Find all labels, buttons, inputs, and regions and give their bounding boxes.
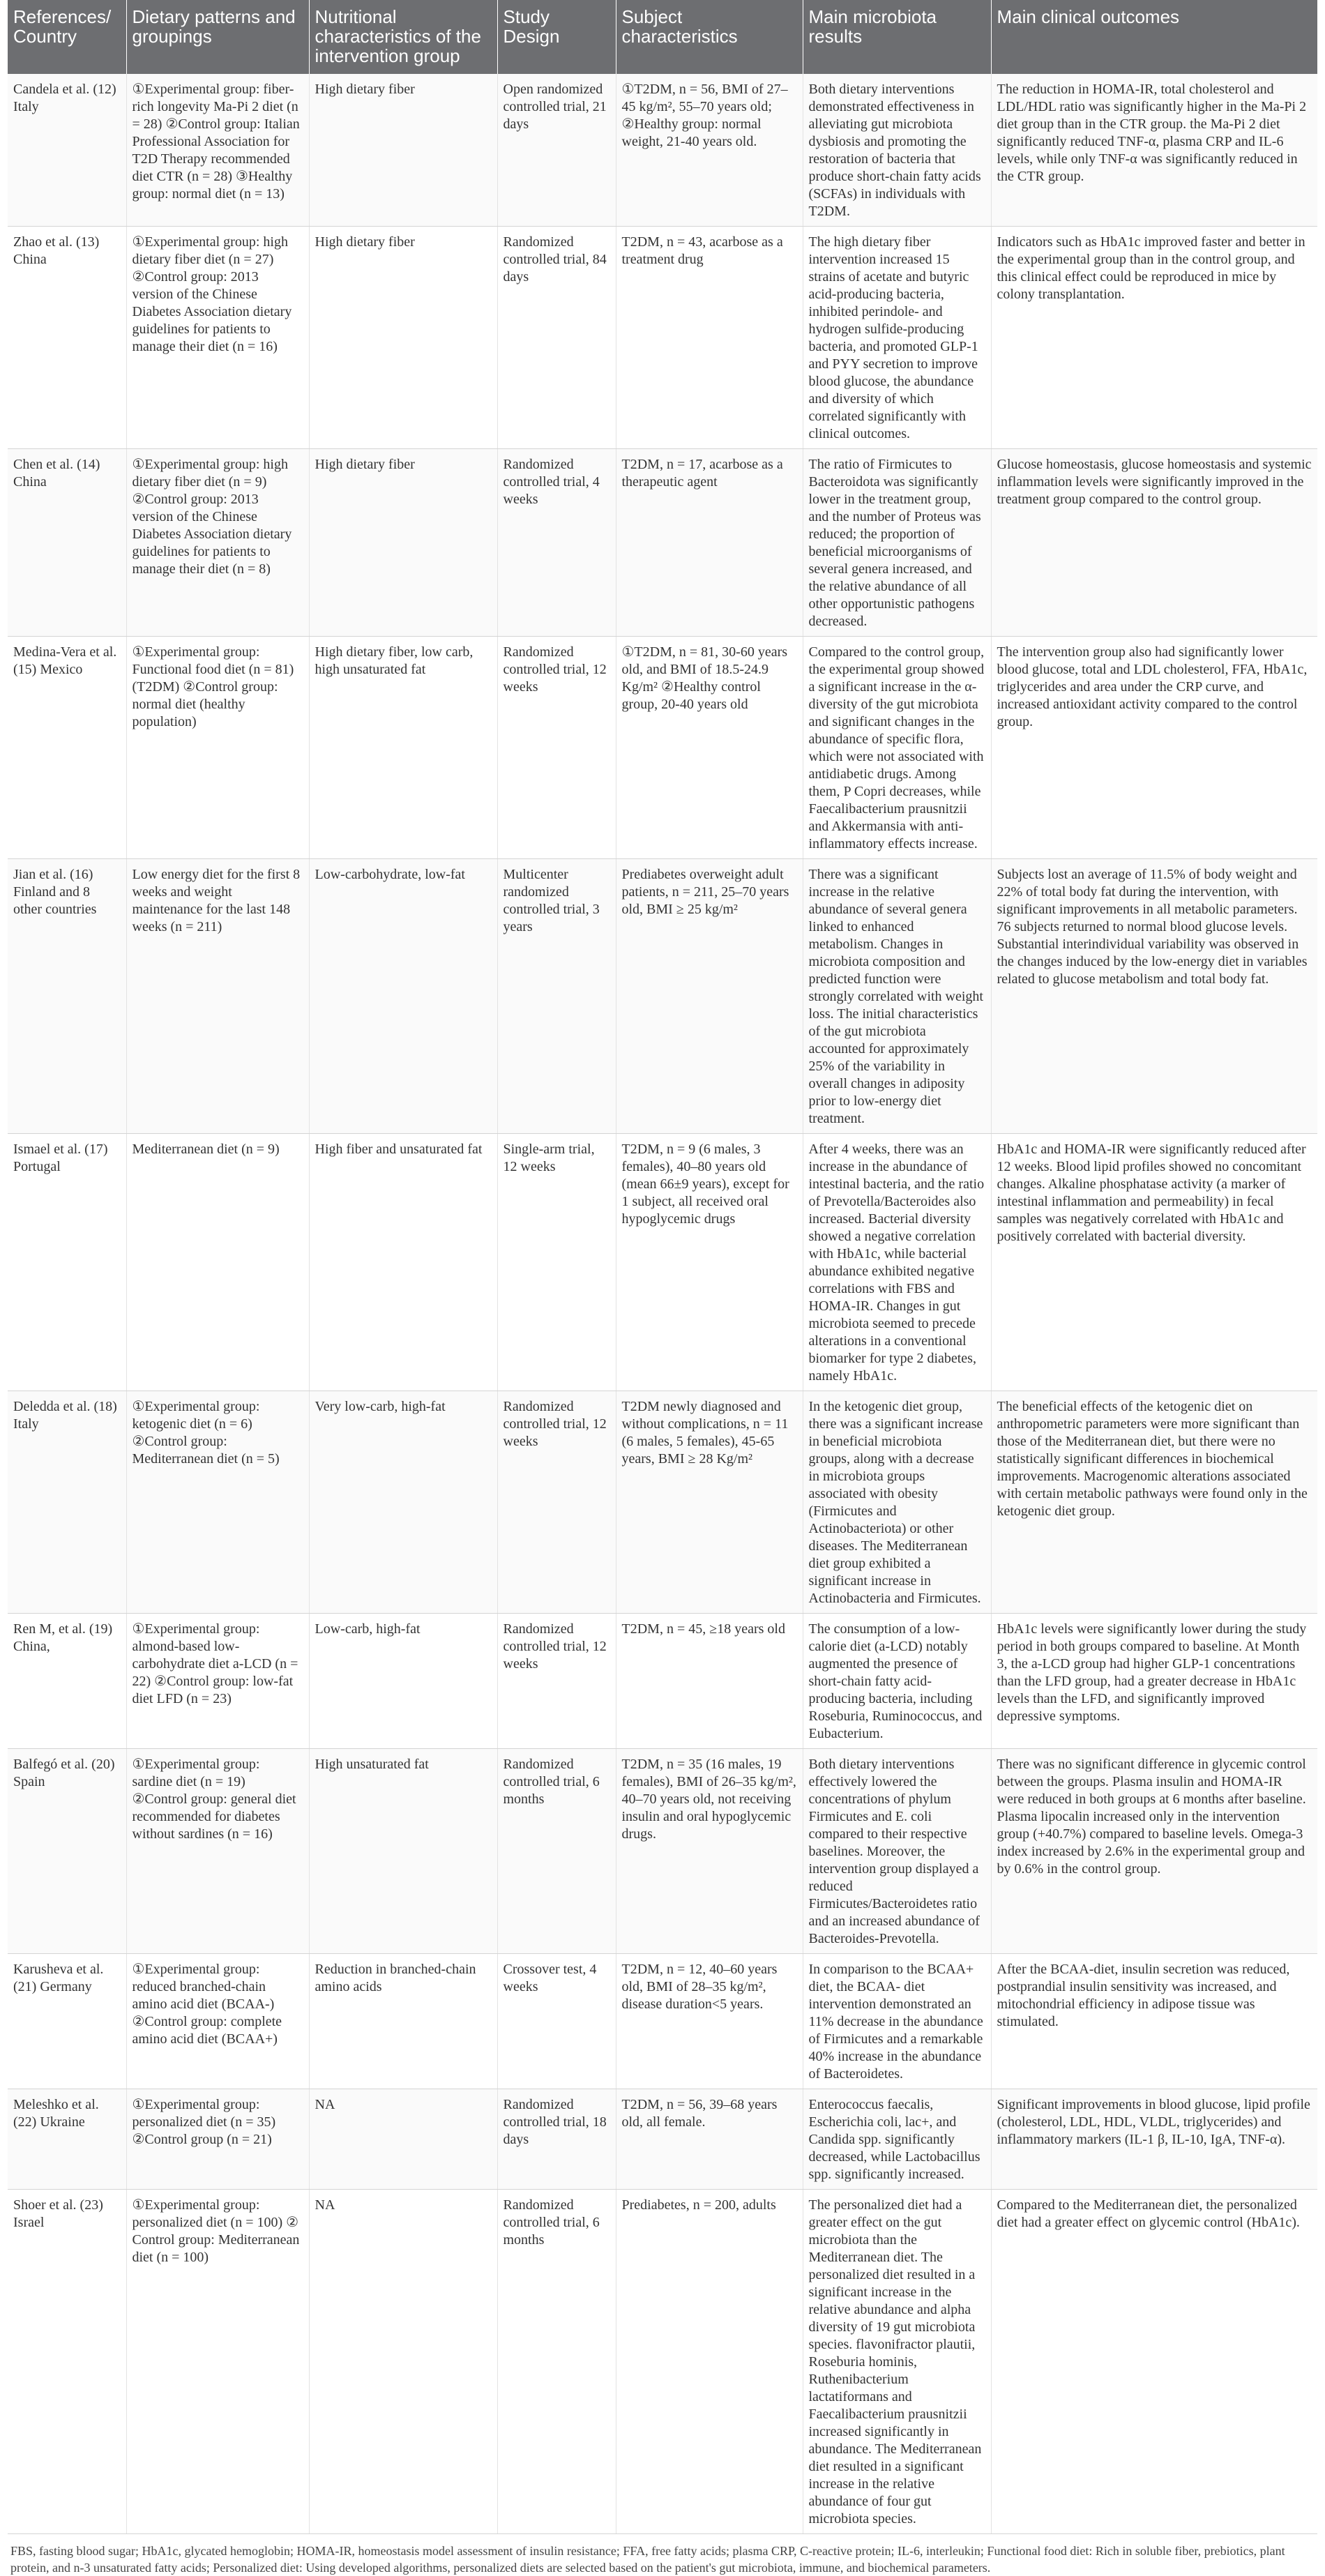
table-cell: T2DM, n = 43, acarbose as a treatment drug: [616, 227, 803, 449]
table-cell: Prediabetes overweight adult patients, n = 211, 25–70 years old, BMI ≥ 25 kg/m²: [616, 859, 803, 1134]
table-cell: Crossover test, 4 weeks: [497, 1954, 616, 2089]
table-cell: Candela et al. (12) Italy: [8, 74, 126, 227]
table-cell: Compared to the control group, the experimental group showed a significant increase in the α-diversity of the gut microbiota and significant changes in the abundance of specific flora, which were not associated with antidiabetic drugs. Among them, P Copri decreases, while Faecalibacterium prausnitzii and Akkermansia with anti-inflammatory effects increase.: [803, 637, 991, 859]
table-cell: ①Experimental group: fiber-rich longevity Ma-Pi 2 diet (n = 28) ②Control group: Italian Professional Association for T2D Therapy recommended diet CTR (n = 28) ③Healthy group: normal diet (n = 13): [126, 74, 309, 227]
header-row: [8, 0, 1317, 74]
table-cell: High dietary fiber, low carb, high unsaturated fat: [309, 637, 497, 859]
table-cell: In comparison to the BCAA+ diet, the BCAA- diet intervention demonstrated an 11% decrease in the abundance of Firmicutes and a remarkable 40% increase in the abundance of Bacteroidetes.: [803, 1954, 991, 2089]
table-row: [8, 1134, 1317, 1391]
table-row: [8, 2089, 1317, 2190]
table-cell: Prediabetes, n = 200, adults: [616, 2190, 803, 2534]
table-cell: ①Experimental group: reduced branched-chain amino acid diet (BCAA-) ②Control group: complete amino acid diet (BCAA+): [126, 1954, 309, 2089]
header-references: References/ Country: [8, 0, 126, 74]
header-nutritional-characteristics: Nutritional characteristics of the intervention group: [309, 0, 497, 74]
table-cell: Low-carbohydrate, low-fat: [309, 859, 497, 1134]
table-cell: T2DM newly diagnosed and without complications, n = 11 (6 males, 5 females), 45-65 years, BMI ≥ 28 Kg/m²: [616, 1391, 803, 1614]
table-cell: Indicators such as HbA1c improved faster and better in the experimental group than in the control group, and this clinical effect could be reproduced in mice by colony transplantation.: [991, 227, 1317, 449]
table-cell: Randomized controlled trial, 12 weeks: [497, 1391, 616, 1614]
table-cell: Randomized controlled trial, 12 weeks: [497, 1614, 616, 1749]
table-cell: ①Experimental group: almond-based low-carbohydrate diet a-LCD (n = 22) ②Control group: low-fat diet LFD (n = 23): [126, 1614, 309, 1749]
table-cell: T2DM, n = 9 (6 males, 3 females), 40–80 years old (mean 66±9 years), except for 1 subject, all received oral hypoglycemic drugs: [616, 1134, 803, 1391]
table-cell: Compared to the Mediterranean diet, the personalized diet had a greater effect on glycemic control (HbA1c).: [991, 2190, 1317, 2534]
table-cell: There was no significant difference in glycemic control between the groups. Plasma insulin and HOMA-IR were reduced in both groups at 6 months after baseline. Plasma lipocalin increased only in the intervention group (+40.7%) compared to baseline levels. Omega-3 index increased by 2.6% in the experimental group and by 0.6% in the control group.: [991, 1749, 1317, 1954]
header-dietary-patterns: Dietary patterns and groupings: [126, 0, 309, 74]
table-header: [8, 0, 1317, 74]
study-table-container: [8, 0, 1317, 2576]
table-cell: The reduction in HOMA-IR, total cholesterol and LDL/HDL ratio was significantly higher in the Ma-Pi 2 diet group than in the CTR group. the Ma-Pi 2 diet significantly reduced TNF-α, plasma CRP and IL-6 levels, while only TNF-α was significantly reduced in the CTR group.: [991, 74, 1317, 227]
table-cell: Enterococcus faecalis, Escherichia coli, lac+, and Candida spp. significantly decreased, while Lactobacillus spp. significantly increased.: [803, 2089, 991, 2190]
table-cell: Ren M, et al. (19) China,: [8, 1614, 126, 1749]
table-cell: After the BCAA-diet, insulin secretion was reduced, postprandial insulin sensitivity was increased, and mitochondrial efficiency in adipose tissue was stimulated.: [991, 1954, 1317, 2089]
table-cell: Very low-carb, high-fat: [309, 1391, 497, 1614]
table-cell: Multicenter randomized controlled trial, 3 years: [497, 859, 616, 1134]
table-cell: NA: [309, 2089, 497, 2190]
table-cell: The intervention group also had significantly lower blood glucose, total and LDL cholesterol, FFA, HbA1c, triglycerides and area under the CRP curve, and increased antioxidant activity compared to the control group.: [991, 637, 1317, 859]
table-row: [8, 449, 1317, 637]
table-cell: High dietary fiber: [309, 449, 497, 637]
table-cell: Randomized controlled trial, 84 days: [497, 227, 616, 449]
table-cell: Randomized controlled trial, 6 months: [497, 2190, 616, 2534]
table-cell: ①Experimental group: personalized diet (n = 35) ②Control group (n = 21): [126, 2089, 309, 2190]
table-cell: In the ketogenic diet group, there was a significant increase in beneficial microbiota groups, along with a decrease in microbiota groups associated with obesity (Firmicutes and Actinobacteriota) or other diseases. The Mediterranean diet group exhibited a significant increase in Actinobacteria and Firmicutes.: [803, 1391, 991, 1614]
table-cell: T2DM, n = 56, 39–68 years old, all female.: [616, 2089, 803, 2190]
table-cell: High dietary fiber: [309, 74, 497, 227]
study-table: [8, 0, 1317, 2534]
table-cell: Balfegó et al. (20) Spain: [8, 1749, 126, 1954]
table-cell: Deledda et al. (18) Italy: [8, 1391, 126, 1614]
table-cell: ①T2DM, n = 56, BMI of 27–45 kg/m², 55–70 years old; ②Healthy group: normal weight, 21-40 years old.: [616, 74, 803, 227]
table-cell: High unsaturated fat: [309, 1749, 497, 1954]
table-row: [8, 1614, 1317, 1749]
table-cell: ①Experimental group: personalized diet (n = 100) ② Control group: Mediterranean diet (n = 100): [126, 2190, 309, 2534]
header-study-design: Study Design: [497, 0, 616, 74]
table-cell: Randomized controlled trial, 4 weeks: [497, 449, 616, 637]
table-cell: The consumption of a low-calorie diet (a-LCD) notably augmented the presence of short-chain fatty acid-producing bacteria, including Roseburia, Ruminococcus, and Eubacterium.: [803, 1614, 991, 1749]
table-cell: Low-carb, high-fat: [309, 1614, 497, 1749]
table-body: [8, 74, 1317, 2534]
table-cell: HbA1c levels were significantly lower during the study period in both groups compared to baseline. At Month 3, the a-LCD group had higher GLP-1 concentrations than the LFD group, had a greater decrease in HbA1c levels than the LFD, and significantly improved depressive symptoms.: [991, 1614, 1317, 1749]
table-cell: Low energy diet for the first 8 weeks and weight maintenance for the last 148 weeks (n = 211): [126, 859, 309, 1134]
table-cell: Single-arm trial, 12 weeks: [497, 1134, 616, 1391]
table-row: [8, 2190, 1317, 2534]
table-footnote: FBS, fasting blood sugar; HbA1c, glycated hemoglobin; HOMA-IR, homeostasis model assessment of insulin resistance; FFA, free fatty acids; plasma CRP, C-reactive protein; IL-6, interleukin; Functional food diet: Rich in soluble fiber, prebiotics, plant protein, and n-3 unsaturated fatty acids; Personalized diet: Using developed algorithms, personalized diets are selected based on the patient's gut microbiota, immune, and biochemical parameters.: [10, 2544, 1285, 2575]
table-cell: T2DM, n = 35 (16 males, 19 females), BMI of 26–35 kg/m², 40–70 years old, not receiving insulin and oral hypoglycemic drugs.: [616, 1749, 803, 1954]
table-row: [8, 859, 1317, 1134]
table-cell: ①Experimental group: sardine diet (n = 19) ②Control group: general diet recommended for diabetes without sardines (n = 16): [126, 1749, 309, 1954]
table-cell: Zhao et al. (13) China: [8, 227, 126, 449]
table-cell: The ratio of Firmicutes to Bacteroidota was significantly lower in the treatment group, and the number of Proteus was reduced; the proportion of beneficial microorganisms of several genera increased, and the relative abundance of all other opportunistic pathogens decreased.: [803, 449, 991, 637]
table-cell: After 4 weeks, there was an increase in the abundance of intestinal bacteria, and the ratio of Prevotella/Bacteroides also increased. Bacterial diversity showed a negative correlation with HbA1c, while bacterial abundance exhibited negative correlations with FBS and HOMA-IR. Changes in gut microbiota seemed to precede alterations in a conventional biomarker for type 2 diabetes, namely HbA1c.: [803, 1134, 991, 1391]
table-cell: Ismael et al. (17) Portugal: [8, 1134, 126, 1391]
table-cell: ①Experimental group: high dietary fiber diet (n = 9) ②Control group: 2013 version of the Chinese Diabetes Association dietary guidelines for patients to manage their diet (n = 8): [126, 449, 309, 637]
table-cell: Randomized controlled trial, 18 days: [497, 2089, 616, 2190]
table-row: [8, 74, 1317, 227]
table-row: [8, 1391, 1317, 1614]
table-cell: T2DM, n = 17, acarbose as a therapeutic agent: [616, 449, 803, 637]
table-cell: Both dietary interventions demonstrated effectiveness in alleviating gut microbiota dysbiosis and promoting the restoration of bacteria that produce short-chain fatty acids (SCFAs) in individuals with T2DM.: [803, 74, 991, 227]
table-cell: Karusheva et al. (21) Germany: [8, 1954, 126, 2089]
table-cell: High dietary fiber: [309, 227, 497, 449]
table-cell: Jian et al. (16) Finland and 8 other countries: [8, 859, 126, 1134]
table-cell: Shoer et al. (23) Israel: [8, 2190, 126, 2534]
table-row: [8, 637, 1317, 859]
table-cell: ①Experimental group: Functional food diet (n = 81) (T2DM) ②Control group: normal diet (healthy population): [126, 637, 309, 859]
table-cell: Medina-Vera et al. (15) Mexico: [8, 637, 126, 859]
table-row: [8, 227, 1317, 449]
table-cell: Mediterranean diet (n = 9): [126, 1134, 309, 1391]
table-cell: There was a significant increase in the relative abundance of several genera linked to enhanced metabolism. Changes in microbiota composition and predicted function were strongly correlated with weight loss. The initial characteristics of the gut microbiota accounted for approximately 25% of the variability in overall changes in adiposity prior to low-energy diet treatment.: [803, 859, 991, 1134]
table-cell: ①Experimental group: high dietary fiber diet (n = 27) ②Control group: 2013 version of the Chinese Diabetes Association dietary guidelines for patients to manage their diet (n = 16): [126, 227, 309, 449]
header-clinical-outcomes: Main clinical outcomes: [991, 0, 1317, 74]
table-row: [8, 1954, 1317, 2089]
table-cell: Open randomized controlled trial, 21 days: [497, 74, 616, 227]
table-cell: NA: [309, 2190, 497, 2534]
header-subject-characteristics: Subject characteristics: [616, 0, 803, 74]
table-cell: ①T2DM, n = 81, 30-60 years old, and BMI of 18.5-24.9 Kg/m² ②Healthy control group, 20-40 years old: [616, 637, 803, 859]
table-cell: Both dietary interventions effectively lowered the concentrations of phylum Firmicutes and E. coli compared to their respective baselines. Moreover, the intervention group displayed a reduced Firmicutes/Bacteroidetes ratio and an increased abundance of Bacteroides-Prevotella.: [803, 1749, 991, 1954]
table-cell: Subjects lost an average of 11.5% of body weight and 22% of total body fat during the intervention, with significant improvements in all metabolic parameters. 76 subjects returned to normal blood glucose levels. Substantial interindividual variability was observed in the changes induced by the low-energy diet in variables related to glucose metabolism and total body fat.: [991, 859, 1317, 1134]
table-cell: The personalized diet had a greater effect on the gut microbiota than the Mediterranean diet. The personalized diet resulted in a significant increase in the relative abundance and alpha diversity of 19 gut microbiota species. flavonifractor plautii, Roseburia hominis, Ruthenibacterium lactatiformans and Faecalibacterium prausnitzii increased significantly in abundance. The Mediterranean diet resulted in a significant increase in the relative abundance of four gut microbiota species.: [803, 2190, 991, 2534]
table-cell: Reduction in branched-chain amino acids: [309, 1954, 497, 2089]
table-cell: The high dietary fiber intervention increased 15 strains of acetate and butyric acid-producing bacteria, inhibited perindole- and hydrogen sulfide-producing bacteria, and promoted GLP-1 and PYY secretion to improve blood glucose, the abundance and diversity of which correlated significantly with clinical outcomes.: [803, 227, 991, 449]
table-row: [8, 1749, 1317, 1954]
table-cell: T2DM, n = 45, ≥18 years old: [616, 1614, 803, 1749]
table-cell: HbA1c and HOMA-IR were significantly reduced after 12 weeks. Blood lipid profiles showed no concomitant changes. Alkaline phosphatase activity (a marker of intestinal inflammation and permeability) in fecal samples was negatively correlated with HbA1c and positively correlated with bacterial diversity.: [991, 1134, 1317, 1391]
table-cell: Randomized controlled trial, 12 weeks: [497, 637, 616, 859]
table-cell: The beneficial effects of the ketogenic diet on anthropometric parameters were more significant than those of the Mediterranean diet, but there were no statistically significant differences in biochemical improvements. Macrogenomic alterations associated with certain metabolic pathways were found only in the ketogenic diet group.: [991, 1391, 1317, 1614]
table-cell: Chen et al. (14) China: [8, 449, 126, 637]
table-cell: Randomized controlled trial, 6 months: [497, 1749, 616, 1954]
table-cell: Meleshko et al. (22) Ukraine: [8, 2089, 126, 2190]
table-cell: Glucose homeostasis, glucose homeostasis and systemic inflammation levels were significantly improved in the treatment group compared to the control group.: [991, 449, 1317, 637]
table-cell: Significant improvements in blood glucose, lipid profile (cholesterol, LDL, HDL, VLDL, triglycerides) and inflammatory markers (IL-1 β, IL-10, IgA, TNF-α).: [991, 2089, 1317, 2190]
header-microbiota-results: Main microbiota results: [803, 0, 991, 74]
table-cell: T2DM, n = 12, 40–60 years old, BMI of 28–35 kg/m², disease duration<5 years.: [616, 1954, 803, 2089]
table-cell: High fiber and unsaturated fat: [309, 1134, 497, 1391]
table-cell: ①Experimental group: ketogenic diet (n = 6) ②Control group: Mediterranean diet (n = 5): [126, 1391, 309, 1614]
